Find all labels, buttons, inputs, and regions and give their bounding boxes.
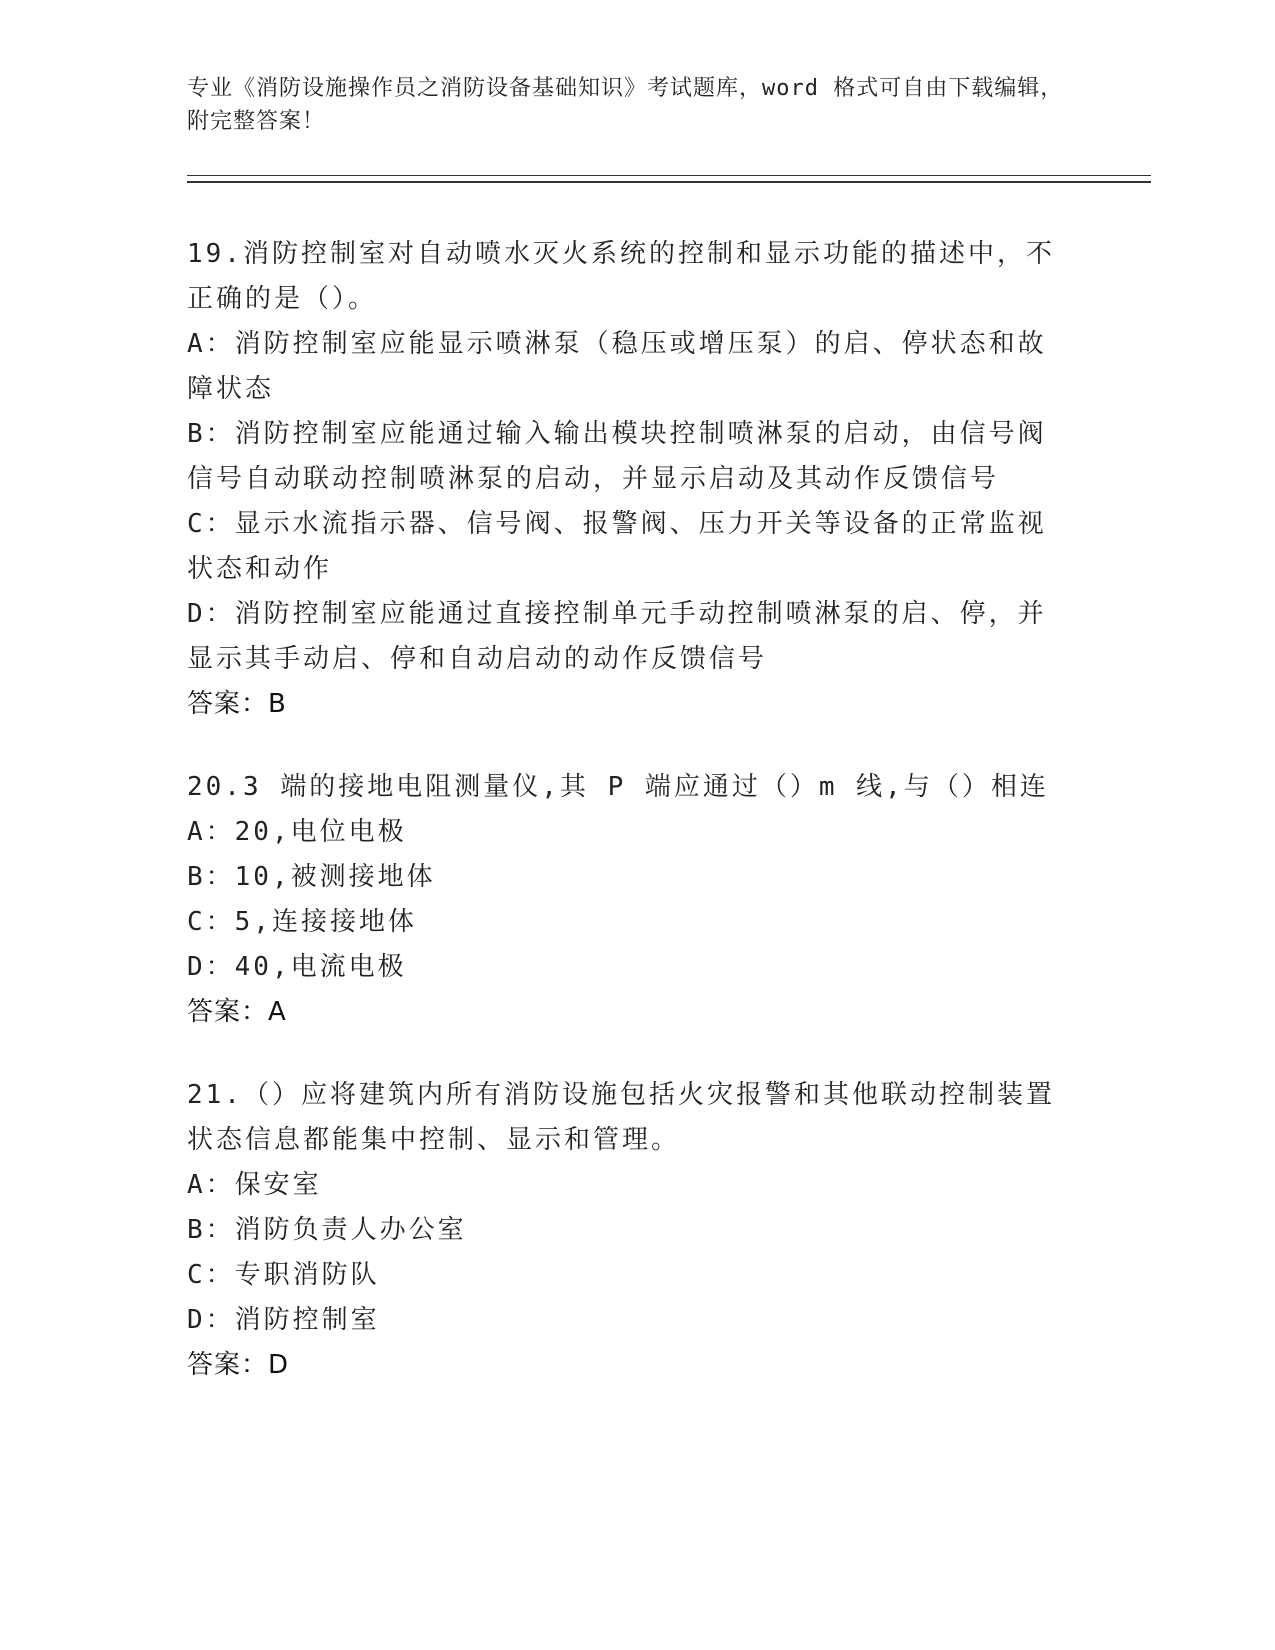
option-d: D：40,电流电极 [187, 952, 407, 982]
option-a: A：消防控制室应能显示喷淋泵（稳压或增压泵）的启、停状态和故障状态 [187, 329, 1047, 404]
question-20 [187, 765, 1067, 1035]
question-list [187, 232, 1067, 1426]
option-c: C：5,连接接地体 [187, 907, 417, 937]
question-21 [187, 1073, 1067, 1388]
answer-label: 答案：B [187, 689, 287, 719]
option-b: B：10,被测接地体 [187, 862, 436, 892]
question-19 [187, 232, 1067, 727]
header-divider-thick [187, 181, 1151, 183]
option-b: B：消防负责人办公室 [187, 1215, 467, 1245]
answer-label: 答案：D [187, 1350, 290, 1380]
option-d: D：消防控制室应能通过直接控制单元手动控制喷淋泵的启、停，并显示其手动启、停和自动启动的动作反馈信号 [187, 599, 1047, 674]
option-c: C：显示水流指示器、信号阀、报警阀、压力开关等设备的正常监视状态和动作 [187, 509, 1047, 584]
question-stem: 21.（）应将建筑内所有消防设施包括火灾报警和其他联动控制装置状态信息都能集中控制、显示和管理。 [187, 1080, 1055, 1155]
option-c: C：专职消防队 [187, 1260, 380, 1290]
option-d: D：消防控制室 [187, 1305, 380, 1335]
answer-label: 答案：A [187, 997, 287, 1027]
option-b: B：消防控制室应能通过输入输出模块控制喷淋泵的启动，由信号阀信号自动联动控制喷淋泵的启动，并显示启动及其动作反馈信号 [187, 419, 1047, 494]
header-divider-thin [187, 175, 1151, 176]
option-a: A：20,电位电极 [187, 817, 407, 847]
question-stem: 19.消防控制室对自动喷水灭火系统的控制和显示功能的描述中，不正确的是（）。 [187, 239, 1055, 314]
document-header: 专业《消防设施操作员之消防设备基础知识》考试题库，word 格式可自由下载编辑，附完整答案！ [187, 76, 1064, 134]
option-a: A：保安室 [187, 1170, 322, 1200]
question-stem: 20.3 端的接地电阻测量仪,其 P 端应通过（）m 线,与（）相连 [187, 772, 1049, 802]
